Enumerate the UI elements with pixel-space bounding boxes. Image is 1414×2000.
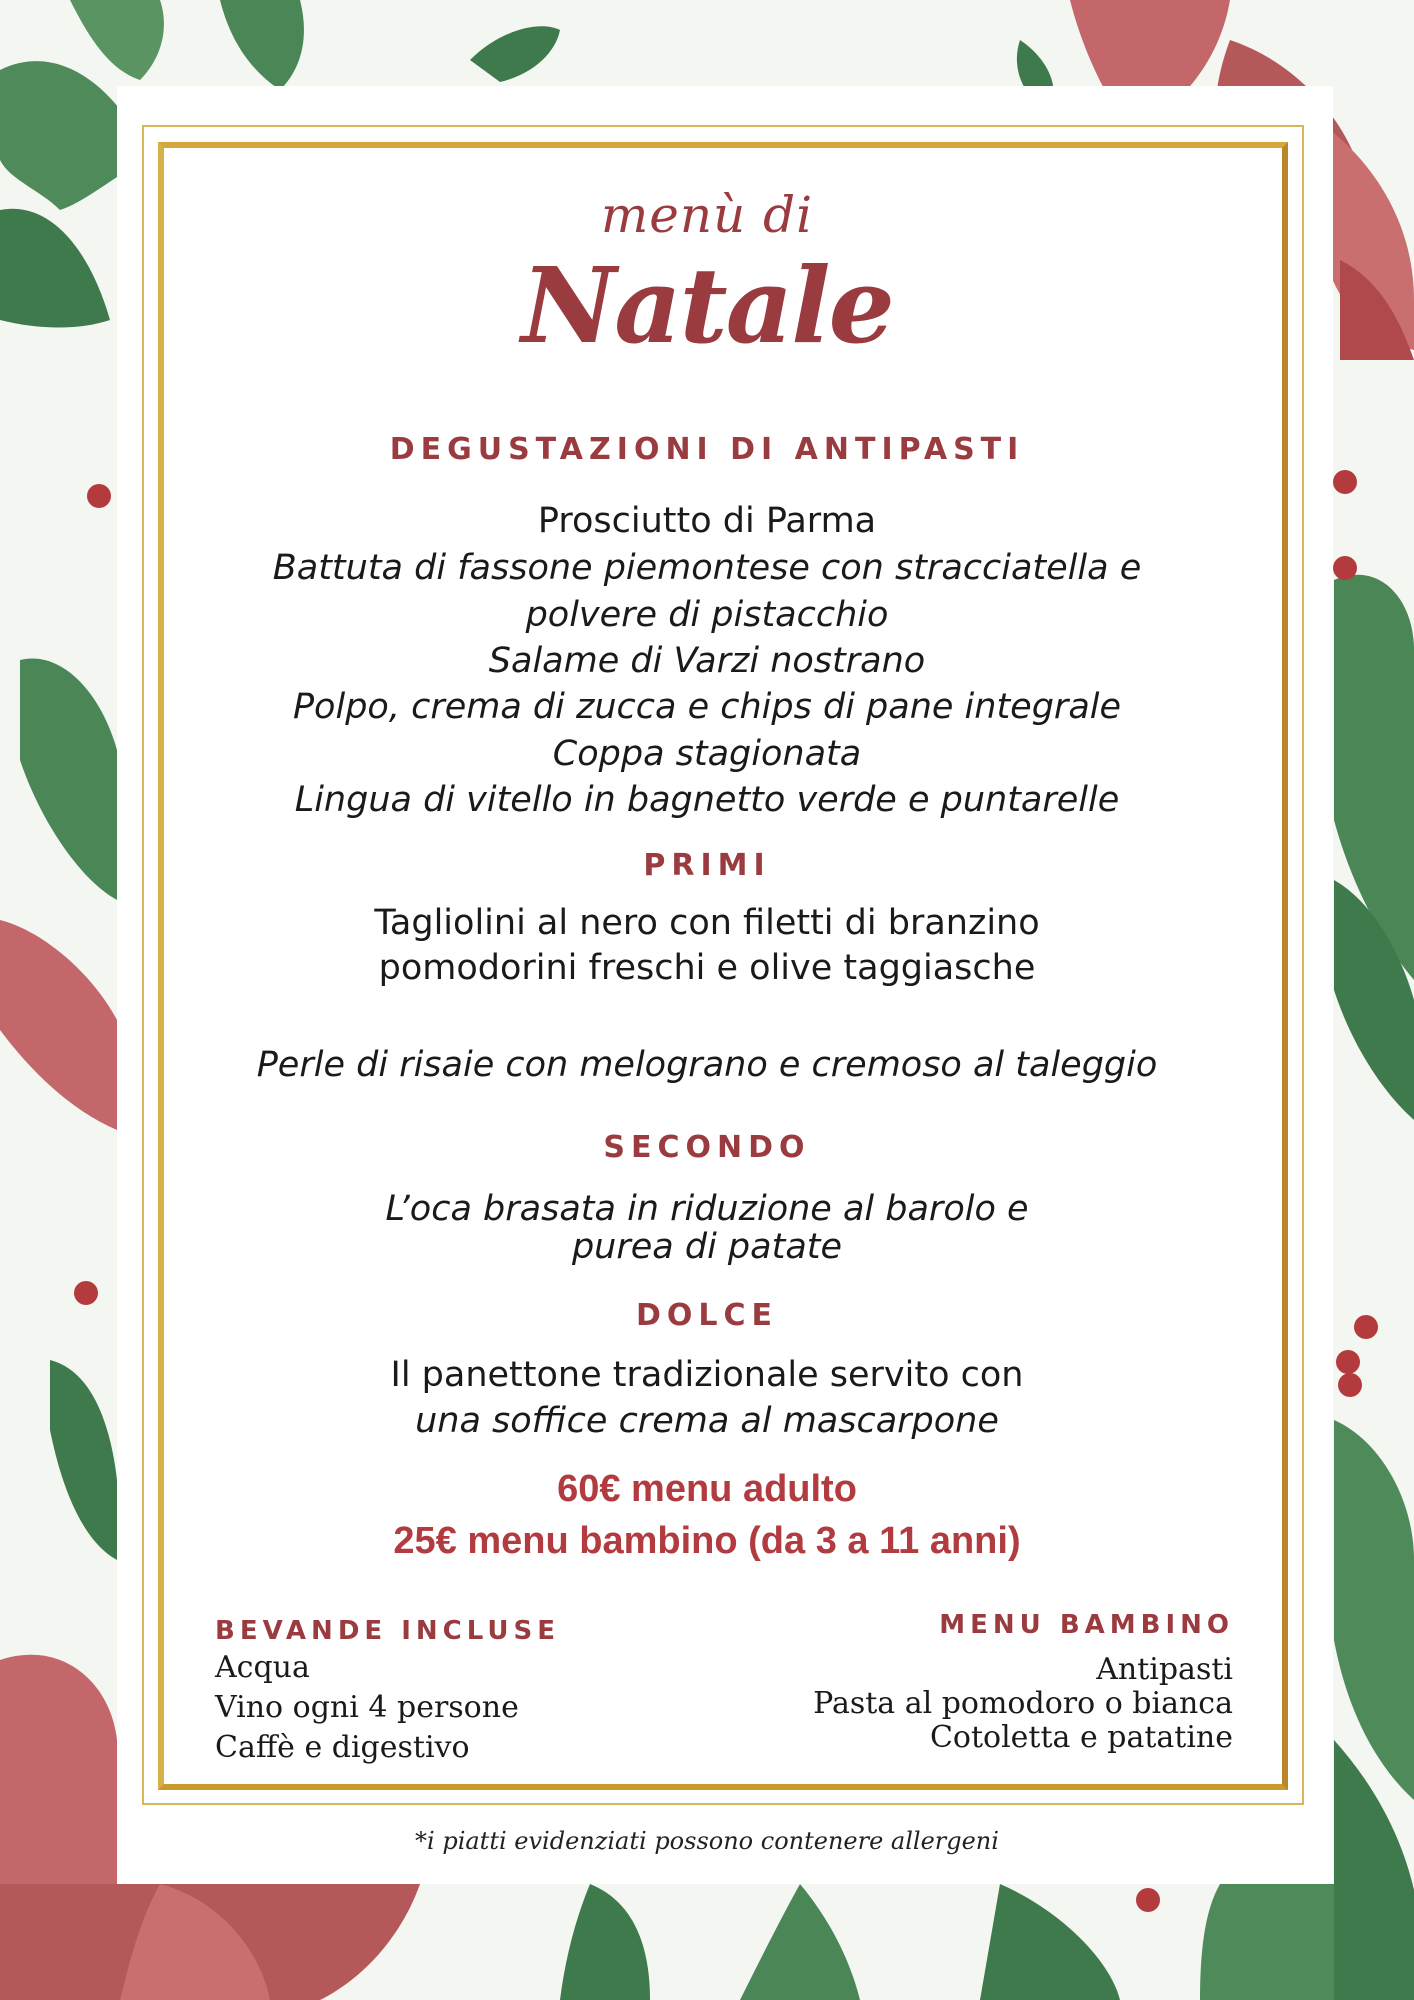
berry-icon [1136,1888,1160,1912]
holly-leaf-icon [1200,1884,1334,2000]
holly-leaf-icon [70,0,164,80]
bevande-item: Caffè e digestivo [215,1730,470,1765]
bevande-item: Acqua [215,1650,310,1685]
section-heading-antipasti: DEGUSTAZIONI DI ANTIPASTI [389,432,1025,467]
menu-item: Coppa stagionata [552,734,862,774]
menu-item: Prosciutto di Parma [537,501,877,541]
holly-leaf-icon [980,1884,1120,2000]
holly-leaf-icon [220,0,304,90]
menu-item: pomodorini freschi e olive taggiasche [378,948,1036,988]
holly-leaf-icon [740,1884,860,2000]
menu-item: Tagliolini al nero con filetti di branzino [374,903,1040,943]
title-line-1: menù di [600,186,814,244]
title-line-2: Natale [521,244,893,367]
menu-item: una soffice crema al mascarpone [415,1401,999,1441]
price-adult: 60€ menu adulto [557,1468,857,1510]
bevande-item: Vino ogni 4 persone [215,1690,519,1725]
menu-bambino-heading: MENU BAMBINO [939,1610,1234,1640]
bevande-heading: BEVANDE INCLUSE [215,1616,560,1646]
allergen-note: *i piatti evidenziati possono contenere allergeni [415,1827,999,1855]
holly-leaf-icon [560,1884,650,2000]
berry-icon [1333,470,1357,494]
menu-item: Polpo, crema di zucca e chips di pane integrale [292,687,1122,727]
menu-item: Salame di Varzi nostrano [488,641,926,681]
menu-bambino-item: Pasta al pomodoro o bianca [813,1686,1233,1721]
menu-bambino-item: Antipasti [1096,1652,1233,1687]
holly-leaf-icon [470,26,560,82]
menu-bambino-item: Cotoletta e patatine [929,1720,1233,1755]
section-heading-secondo: SECONDO [603,1130,811,1165]
menu-item: Il panettone tradizionale servito con [390,1355,1024,1395]
menu-item: purea di patate [571,1227,843,1267]
section-heading-dolce: DOLCE [635,1298,779,1333]
menu-item: L’oca brasata in riduzione al barolo e [385,1189,1029,1229]
price-child: 25€ menu bambino (da 3 a 11 anni) [393,1520,1021,1562]
section-heading-primi: PRIMI [643,848,771,883]
menu-item: Perle di risaie con melograno e cremoso al taleggio [256,1045,1158,1085]
menu-item: Lingua di vitello in bagnetto verde e puntarelle [294,780,1120,820]
menu-item: polvere di pistacchio [525,595,889,635]
menu-item: Battuta di fassone piemontese con stracciatella e [272,548,1142,588]
